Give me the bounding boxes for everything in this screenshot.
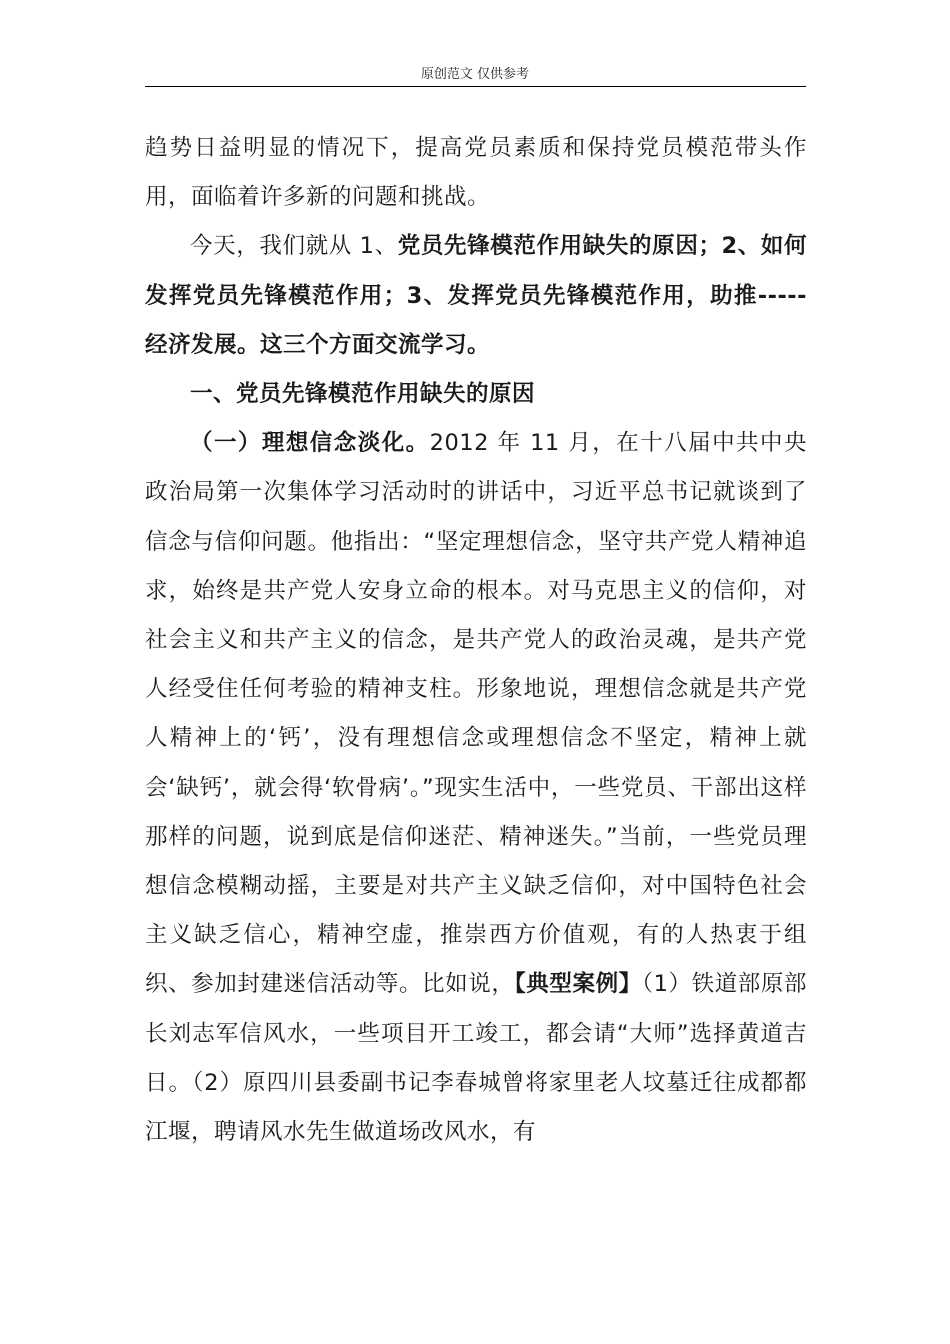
document-body bbox=[145, 124, 807, 1157]
subsection-heading: （一）理想信念淡化。 bbox=[190, 430, 430, 457]
paragraph-intro-continuation: 趋势日益明显的情况下，提高党员素质和保持党员模范带头作用，面临着许多新的问题和挑战。 bbox=[145, 135, 807, 211]
paragraph-ideals-text: 2012 年 11 月，在十八届中共中央政治局第一次集体学习活动时的讲话中，习近平总书记就谈到了信念与信仰问题。他指出：“坚定理想信念，坚守共产党人精神追求，始终是共产党人安身立命的根本。对马克思主义的信仰，对社会主义和共产主义的信念，是共产党人的政治灵魂，是共产党人经受住任何考验的精神支柱。形象地说，理想信念就是共产党人精神上的‘钙’，没有理想信念或理想信念不坚定，精神上就会‘缺钙’，就会得‘软骨病’。”现实生活中，一些党员、干部出这样那样的问题，说到底是信仰迷茫、精神迷失。”当前，一些党员理想信念模糊动摇，主要是对共产主义缺乏信仰，对中国特色社会主义缺乏信心，精神空虚，推崇西方价值观，有的人热衷于组织、参加封建迷信活动等。比如说， bbox=[145, 430, 807, 998]
paragraph-outline bbox=[145, 222, 807, 370]
case-label: 【典型案例】 bbox=[514, 971, 642, 998]
section-heading: 一、党员先锋模范作用缺失的原因 bbox=[190, 381, 536, 408]
outline-points: 党员先锋模范作用缺失的原因；2、如何发挥党员先锋模范作用；3、发挥党员先锋模范作用，助推-----经济发展。这三个方面交流学习。 bbox=[145, 233, 807, 358]
outline-lead: 今天，我们就从 1、 bbox=[190, 233, 398, 260]
case-text: （1）铁道部原部长刘志军信风水，一些项目开工竣工，都会请“大师”选择黄道吉日。（2）原四川县委副书记李春城曾将家里老人坟墓迁往成都都江堰，聘请风水先生做道场改风水，有 bbox=[145, 971, 807, 1146]
header-divider bbox=[145, 86, 806, 87]
page-header: 原创范文 仅供参考 bbox=[420, 67, 530, 82]
paragraph-ideals bbox=[145, 419, 807, 1157]
